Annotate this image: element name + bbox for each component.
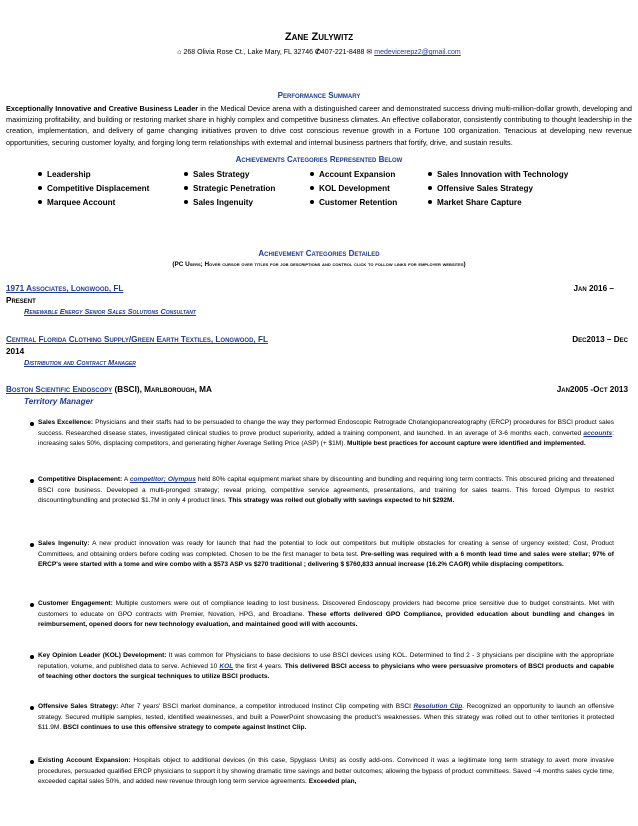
- job-dates: Jan2005 -Oct 2013: [556, 385, 628, 394]
- category-column-4: [428, 168, 568, 210]
- job-dates-cont: Present: [6, 296, 36, 305]
- summary-heading: Performance Summary: [277, 91, 361, 100]
- job-company-rest: (BSCI), Marlborough, MA: [112, 385, 212, 394]
- category-column-2: [184, 168, 275, 210]
- category-item: Offensive Sales Strategy: [428, 182, 568, 196]
- achievement-item: Sales Ingenuity: A new product innovation was ready for launch that had the potential to lock out competitors but multiple obstacles for creating a sense of urgency existed; Cost, Product Committees, and obtaining orders before coding was completed. Chosen to be the first manager to beta test. Pre-selling was required with a 6 month lead time and sales were stellar; 97% of ERCP's were started with a tome and wire combo with a $573 ASP vs $270 traditional ; delivering $ $760,833 annual increase (16.2% CAGR) while displacing competitors.: [38, 539, 614, 571]
- category-item: Sales Strategy: [184, 168, 275, 182]
- detailed-note: (PC Users; Hover cursor over titles for job descriptions and control click to follow links for employer websites): [172, 261, 466, 268]
- job-dates: Jan 2016 –: [573, 284, 614, 293]
- category-column-3: [310, 168, 397, 210]
- category-item: Sales Innovation with Technology: [428, 168, 568, 182]
- achievement-link[interactable]: competitor; Olympus: [129, 476, 196, 483]
- detailed-heading: Achievement Categories Detailed: [258, 249, 380, 258]
- category-item: Sales Ingenuity: [184, 196, 275, 210]
- email-link[interactable]: medevicerepz2@gmail.com: [374, 49, 461, 56]
- job-company-link[interactable]: Central Florida Clothing Supply/Green Earth Textiles, Longwood, FL: [6, 335, 268, 344]
- achievement-link[interactable]: accounts: [583, 429, 613, 437]
- job-title-link[interactable]: Renewable Energy Senior Sales Solutions Consultant: [24, 307, 196, 316]
- achievement-item: Key Opinion Leader (KOL) Development: It was common for Physicians to base decisions to use BSCI devices using KOL. Determined to find 2 - 3 physicians per discipline with the appropriate reputation, volume, and published data to serve. Achieved 10 KOL the first 4 years. This delivered BSCI access to physicians who were persuasive promoters of BSCI products and capable of teaching other doctors the surgical techniques to utilize BSCI products.: [38, 651, 614, 683]
- category-item: Strategic Penetration: [184, 182, 275, 196]
- job-dates: Dec2013 – Dec: [572, 335, 628, 344]
- mail-icon: ✉: [366, 49, 373, 56]
- job-title-link[interactable]: Distribution and Contract Manager: [24, 358, 136, 367]
- achievement-link[interactable]: KOL: [219, 662, 234, 670]
- summary-paragraph: [6, 103, 632, 148]
- job-company-link[interactable]: 1971 Associates, Longwood, FL: [6, 284, 124, 293]
- category-column-1: [38, 168, 149, 210]
- category-item: Marquee Account: [38, 196, 149, 210]
- contact-line: [0, 48, 638, 56]
- achievement-link[interactable]: Resolution Clip: [413, 703, 463, 710]
- phone-icon: ✆: [314, 49, 321, 56]
- address-text: 268 Olivia Rose Ct., Lake Mary, FL 32746: [183, 49, 314, 56]
- category-item: Competitive Displacement: [38, 182, 149, 196]
- category-item: Account Expansion: [310, 168, 397, 182]
- phone-text: 407-221-8488: [320, 49, 365, 56]
- category-item: Customer Retention: [310, 196, 397, 210]
- job-company: [6, 385, 212, 394]
- achievement-item: Offensive Sales Strategy: After 7 years' BSCI market dominance, a competitor introduced Instinct Clip competing with BSCI Resolution Clip. Recognized an opportunity to launch an offensive strategy. Secured multiple samples, tested, identified weaknesses, and built a PowerPoint showcasing the product's weaknesses. When this strategy was rolled out to other territories it protected $11.9M. BSCI continues to use this offensive strategy to compete against Instinct Clip.: [38, 702, 614, 734]
- category-item: KOL Development: [310, 182, 397, 196]
- category-item: Leadership: [38, 168, 149, 182]
- job-title: Territory Manager: [24, 397, 94, 406]
- achievement-item: Existing Account Expansion: Hospitals object to additional devices (in this case, Spyglass Units) as costly add-ons. Convinced it was a legitimate long term strategy to avert more invasive procedures, persuaded qualified ERCP physicians to support it by showing dramatic time savings and better outcomes; allowing the bypass of product committees. Saved ~4 months sales cycle time, exceeded capital sales 50%, and added new revenue through long term service agreements. Exceeded plan,: [38, 756, 614, 788]
- category-item: Market Share Capture: [428, 196, 568, 210]
- categories-heading: Achievements Categories Represented Below: [235, 155, 403, 164]
- achievement-item: Customer Engagement: Multiple customers were out of compliance leading to lost business. Discovered Endoscopy providers had become price sensitive due to budget constraints. Met with customers to educate on GPO contracts with Premier, Novation, HPG, and Broadlane. These efforts delivered GPO Compliance, provided education about bundling and changes in reimbursement, opened doors for new technology evaluation, and maintained good will with accounts.: [38, 599, 614, 631]
- candidate-name: Zane Zulywitz: [284, 31, 354, 43]
- achievement-item: Competitive Displacement: A competitor; Olympus held 80% capital equipment market share by discounting and bundling and requiring long term contracts. This obscured pricing and threatened BSCI core business. Developed a multi-pronged strategy; reveal pricing, competitive service agreements, presentations, and training for sales teams. This forced Olympus to restrict discounting/bundling and protected $1.7M in only 4 product lines. This strategy was rolled out globally with savings expected to hit $292M.: [38, 475, 614, 507]
- job-dates-cont: 2014: [6, 347, 25, 356]
- job-company-link[interactable]: Boston Scientific Endoscopy: [6, 385, 113, 394]
- achievement-item: Sales Excellence: Physicians and their staffs had to be persuaded to change the way they performed Endoscopic Retrograde Cholangiopancreatography (ERCP) procedures for BSCI product sales success. Researched disease states, investigated clinical studies to prove product superiority, added a training component, and launched. In an average of 3-6 months each, converted accounts: increasing sales 50%, displacing competitors, and generating higher Average Selling Price (ASP) (+ $1M). Multiple best practices for account capture were identified and implemented.: [38, 418, 614, 450]
- home-icon: ⌂: [177, 49, 184, 56]
- summary-body: in the Medical Device arena with a distinguished career and demonstrated success driving multi-million-dollar growth, developing and maximizing profitability, and building or restoring market share in highly complex and competitive business climates. An effective collaborator, consistently contributing to thought leadership in the creation, implementation, and delivery of game changing initiatives proven to drive cost conscious revenue growth in a Fortune 100 organization. Tenacious at developing new revenue opportunities, securing customer loyalty, and forging long term relationships with external and internal business partners that fortify, drive, and sustain results.: [6, 104, 632, 147]
- summary-lead: Exceptionally Innovative and Creative Business Leader: [6, 104, 199, 113]
